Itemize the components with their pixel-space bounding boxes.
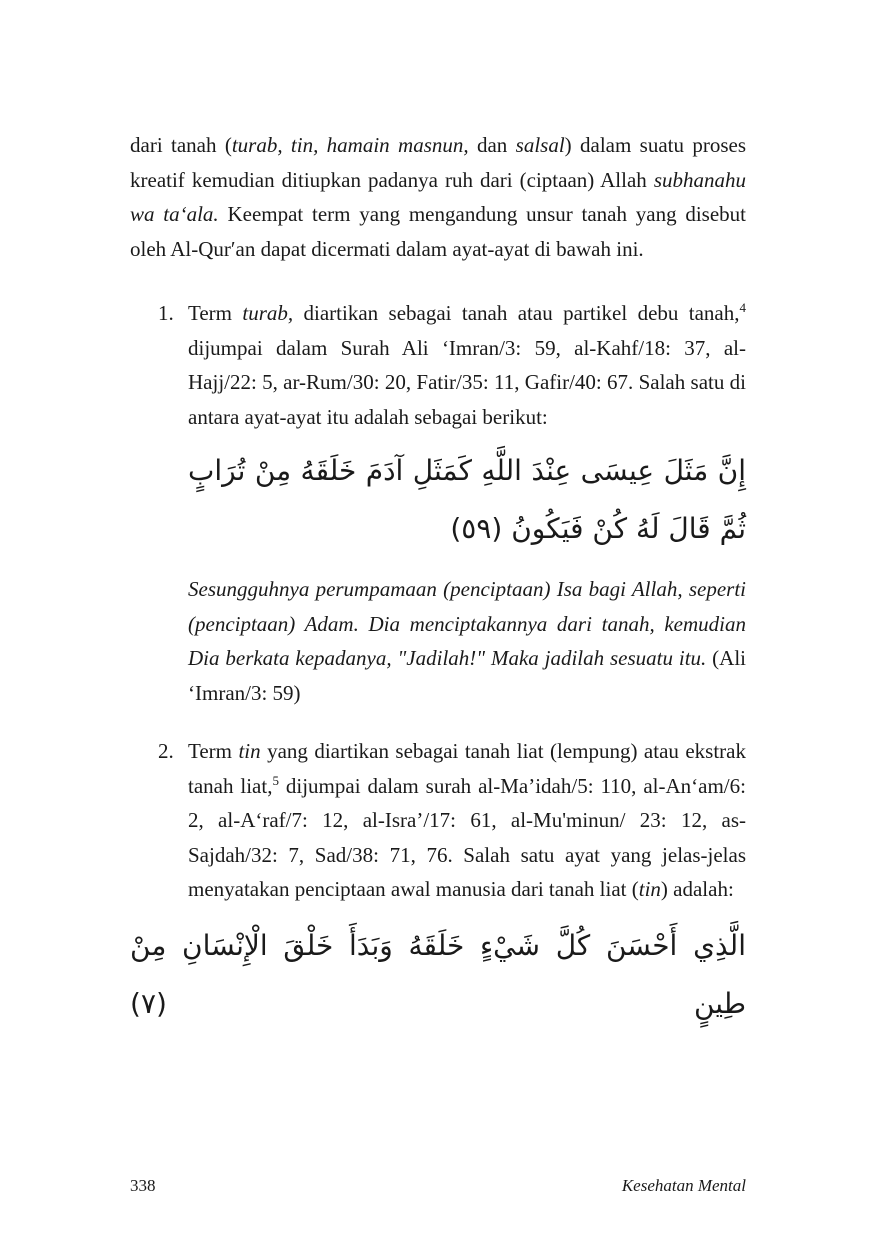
item-italic: tin (638, 877, 661, 901)
item-italic: tin (238, 739, 261, 763)
footnote-ref[interactable]: 4 (739, 300, 746, 315)
intro-text: ) dalam suatu proses kreatif kemudian ditiupkan padanya ruh dari (ciptaan) Allah (130, 133, 746, 192)
verse-translation (188, 572, 746, 710)
item-text: Term (188, 739, 239, 763)
list-item-turab (130, 296, 746, 710)
item-text: ) adalah: (660, 877, 734, 901)
page-footer (130, 1176, 746, 1196)
item-italic: turab, (242, 301, 294, 325)
translation-italic: Sesungguhnya perumpamaan (penciptaan) Isa bagi Allah, seperti (penciptaan) Adam. Dia menciptakannya dari tanah, kemudian Dia berkata kepadanya, "Jadilah!" Maka jadilah sesuatu itu. (188, 577, 746, 670)
item-text: dijumpai dalam Surah Ali ‘Imran/3: 59, al-Kahf/18: 37, al-Hajj/22: 5, ar-Rum/30: 20, Fatir/35: 11, Gafir/40: 67. Salah satu di antara ayat-ayat itu adalah sebagai berikut: (188, 335, 746, 429)
intro-text: Keempat term yang mengandung unsur tanah yang disebut oleh Al-Qur′an dapat dicermati dalam ayat-ayat di bawah ini. (130, 202, 746, 261)
page-body (130, 128, 746, 1033)
intro-text: dan (468, 133, 516, 157)
item-text: yang diartikan sebagai tanah liat (lempung) atau ekstrak tanah liat, (188, 739, 746, 798)
list-item-text (188, 296, 746, 434)
footnote-ref[interactable]: 5 (272, 772, 279, 788)
list-number: 1. (158, 301, 174, 325)
list-item-text (188, 734, 746, 907)
arabic-verse: إِنَّ مَثَلَ عِيسَى عِنْدَ اللَّهِ كَمَثَلِ آدَمَ خَلَقَهُ مِنْ تُرَابٍ ثُمَّ قَالَ لَهُ كُنْ فَيَكُونُ (٥٩) (188, 454, 746, 545)
book-title: Kesehatan Mental (621, 1176, 746, 1195)
item-text: Term (188, 301, 243, 325)
intro-text: dari tanah ( (130, 133, 232, 157)
list-item-tin (130, 734, 746, 907)
intro-italic: turab, tin, hamain masnun, (231, 133, 469, 157)
item-text: dijumpai dalam surah al-Ma’idah/5: 110, al-An‘am/6: 2, al-A‘raf/7: 12, al-Isra’/17: 61, al-Mu'minun/ 23: 12, as-Sajdah/32: 7, Sad/38: 71, 76. Salah satu ayat yang jelas-jelas menyatakan penciptaan awal manusia dari tanah liat ( (188, 773, 746, 901)
list-number: 2. (158, 739, 174, 763)
item-text: diartikan sebagai tanah atau partikel debu tanah, (293, 301, 740, 325)
intro-italic: subhanahu wa ta‘ala. (130, 167, 746, 226)
intro-italic: salsal (515, 133, 565, 157)
intro-paragraph (130, 128, 746, 266)
verse-reference: (Ali ‘Imran/3: 59) (188, 646, 747, 705)
page-number: 338 (130, 1176, 156, 1195)
arabic-verse: الَّذِي أَحْسَنَ كُلَّ شَيْءٍ خَلَقَهُ وَبَدَأَ خَلْقَ الْإِنْسَانِ مِنْ طِينٍ (٧) (130, 928, 746, 1020)
